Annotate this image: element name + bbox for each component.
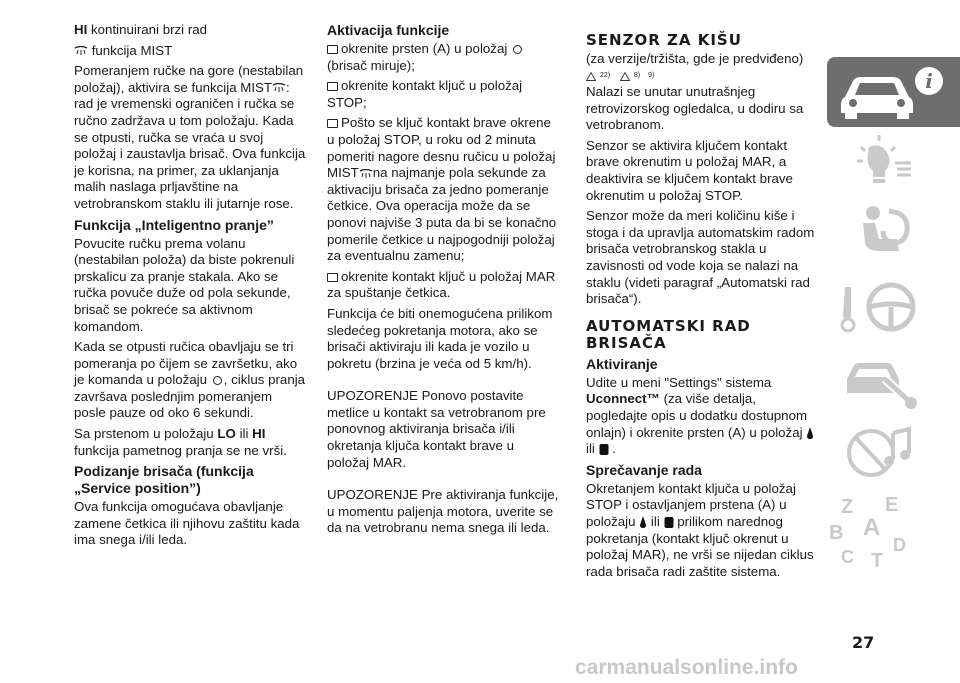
svg-text:i: i <box>925 69 933 93</box>
bullet-4 <box>327 269 559 302</box>
bullet-icon <box>327 45 338 54</box>
lo-text-a: Sa prstenom u položaju <box>74 426 218 442</box>
smart-wash-heading: Funkcija „Inteligentno pranje” <box>74 216 274 233</box>
bullet-icon <box>327 273 338 282</box>
lo-code: LO <box>217 426 236 442</box>
multimedia-icon <box>841 419 931 481</box>
uconnect-brand: Uconnect™ <box>586 391 660 407</box>
uconnect-text-b: (za više detalja, pogledajte opis u dodatku dostupnom onlajn) i okrenite prsten (A) u položaj <box>586 391 808 440</box>
bullet-1-text-b: (brisač miruje); <box>327 57 415 73</box>
mode-hi-line <box>74 22 306 39</box>
bullet-1-text-a: okrenite prsten (A) u položaj <box>341 41 511 56</box>
airbag-seat-icon <box>849 203 919 265</box>
activation-subheading: Aktiviranje <box>586 355 658 372</box>
service-position-heading: Podizanje brisača (funkcija „Service position”) <box>74 463 254 497</box>
prevention-text-c: prilikom narednog pokretanja (kontakt ključ okrenut u položaj MAR), ne vrši se nijedan ciklus rada brisača radi zaštite sistema. <box>586 513 814 579</box>
tab-index[interactable] <box>827 489 960 572</box>
mist-paragraph <box>74 63 306 212</box>
column-3 <box>586 22 818 584</box>
uconnect-text-d: . <box>608 441 616 457</box>
tab-starting-driving[interactable] <box>827 273 960 343</box>
prevention-paragraph <box>586 481 818 581</box>
bullet-3-text-a: Pošto se ključ kontakt brave okrene u položaj STOP, u roku od 2 minuta pomeriti nagore desnu ručicu u položaj MIST <box>327 115 556 181</box>
uconnect-paragraph <box>586 375 818 458</box>
prevention-text-a: Okretanjem kontakt ključa u položaj STOP i ostavljanjem prstena (A) u položaju <box>586 480 796 529</box>
rain-sensor-subtitle: (za verzije/tržišta, gde je predviđeno) <box>586 51 804 66</box>
car-info-icon <box>837 61 947 123</box>
car-wrench-icon <box>837 349 927 411</box>
index-letter-b: B <box>829 522 844 544</box>
tab-maintenance[interactable] <box>827 345 960 415</box>
index-letter-c: C <box>841 547 854 567</box>
tab-car-info[interactable] <box>827 57 960 127</box>
hi-code: HI <box>74 22 88 37</box>
prevention-text-b: ili <box>647 513 664 529</box>
rain-sensor-heading: SENZOR ZA KIŠU <box>586 31 742 49</box>
index-letter-z: Z <box>841 496 854 518</box>
warning-reference: 22) <box>600 72 611 80</box>
off-position-icon <box>513 45 522 54</box>
auto-wiper-heading: AUTOMATSKI RAD BRISAČA <box>586 316 751 352</box>
lo-text-b: funkcija pametnog pranja se ne vrši. <box>74 442 287 458</box>
uconnect-text-c: ili <box>586 441 599 457</box>
sensor-measure-paragraph: Senzor može da meri količinu kiše i stoga i da upravlja automatskim radom brisača vetrobranskog stakla u zavisnosti od vode koja se nalazi na staklu (videti paragraf „Automatski rad brisača“). <box>586 208 815 307</box>
bullet-4-text: okrenite kontakt ključ u položaj MAR za spuštanje četkica. <box>327 268 556 301</box>
sensor-activation-paragraph: Senzor se aktivira ključem kontakt brave okrenutim u položaj MAR, a deaktivira se ključem kontakt brave okrenutim u položaj STOP. <box>586 137 793 203</box>
index-letter-e: E <box>885 494 899 516</box>
mode-mist-line <box>74 43 306 60</box>
warning-lights-icon <box>849 133 919 195</box>
index-letter-a: A <box>863 514 881 541</box>
bullet-3 <box>327 115 559 264</box>
bullet-2-text: okrenite kontakt ključ u položaj STOP; <box>327 78 523 110</box>
watermark: carmanualsonline.info <box>575 656 798 679</box>
mist-wiper-icon <box>74 46 88 56</box>
smart-wash-paragraph-2 <box>74 339 306 422</box>
warning-paragraph-2: UPOZORENJE Pre aktiviranja funkcije, u momentu paljenja motora, uverite se da na vetrobranu nema snega ili leda. <box>327 487 559 536</box>
warning-triangle-icon <box>586 72 596 81</box>
caution-reference-1: 8) <box>633 72 641 80</box>
sensor-location-paragraph: Nalazi se unutar unutrašnjeg retrovizorskog ogledalca, u dodiru sa vetrobranom. <box>586 84 804 133</box>
caution-reference-2: 9) <box>648 72 655 80</box>
smart-wash-paragraph-1: Povucite ručku prema volanu (nestabilan položa) da biste pokrenuli prskalicu za pranje stakala. Ako se ručka povuče duže od pola sekunde, brisač se pokreće sa aktivnom komandom. <box>74 235 295 334</box>
auto-wiper-sensitivity-icon <box>664 516 674 529</box>
column-1 <box>74 22 306 553</box>
caution-triangle-icon <box>620 72 630 81</box>
bullet-icon <box>327 82 338 91</box>
hi-description: kontinuirani brzi rad <box>87 22 208 37</box>
mist-wiper-icon <box>359 169 373 179</box>
mist-text-b: : rad je vremenski ograničen i ručka se ručno zadržava u tom položaju. Kada se otpusti, ručka se vraća u svoj položaj i zaustavlja brisač. Ova funkcija je korisna, na primer, za uklanjanja malih naslaga prljavštine na vetrobranskom staklu ili jutarnje rose. <box>74 79 306 211</box>
index-letter-t: T <box>871 550 884 572</box>
chapter-sidebar <box>827 57 960 617</box>
bullet-3-text-b: na najmanje pola sekunde za aktivaciju brisača za jedno pomeranje četkice. Ova operacija može da se ponovi najviše 3 puta da bi se konačno pomerile četkice u najpogodniji položaj za eventualnu zamenu; <box>327 165 557 264</box>
index-letter-d: D <box>893 535 906 555</box>
activation-heading: Aktivacija funkcije <box>327 22 450 38</box>
bullet-1 <box>327 41 559 74</box>
reference-line <box>586 70 818 82</box>
mist-description: funkcija MIST <box>88 42 173 58</box>
smart-wash-paragraph-3 <box>74 426 306 459</box>
auto-wiper-sensitivity-icon <box>599 443 609 456</box>
smart-wash-text-b: , ciklus pranja završava poslednjim pomeranjem posle pauze od oko 6 sekundi. <box>74 372 306 421</box>
auto-wiper-icon <box>806 427 814 440</box>
warning-paragraph-1: UPOZORENJE Ponovo postavite metlice u kontakt sa vetrobranom pre ponovnog aktiviranja brisača i/ili okretanja ključa kontakt brave u položaj MAR. <box>327 388 546 470</box>
tab-safety[interactable] <box>827 201 960 271</box>
or-text: ili <box>235 426 253 442</box>
bullet-icon <box>327 119 338 128</box>
disable-paragraph: Funkcija će biti onemogućena prilikom sledećeg pokretanja motora, ako se brisači aktiviraju ili kada je vozilo u pokretu (brzina je veća od 5 km/h). <box>327 305 553 371</box>
smart-wash-text-a: Kada se otpusti ručica obavljaju se tri pomeranja po čijem se završetku, ako je komanda u položaju <box>74 339 298 388</box>
steering-wheel-key-icon <box>837 277 927 339</box>
page-number: 27 <box>852 633 875 652</box>
column-2 <box>327 22 559 541</box>
mist-wiper-icon <box>272 83 286 93</box>
service-position-paragraph: Ova funkcija omogućava obavljanje zamene četkica ili njihovu zaštitu kada ima snega i/ili leda. <box>74 499 300 548</box>
tab-multimedia[interactable] <box>827 417 960 487</box>
hi-code-2: HI <box>252 426 266 442</box>
off-position-icon <box>213 376 222 385</box>
prevention-heading: Sprečavanje rada <box>586 461 702 478</box>
bullet-2 <box>327 78 559 111</box>
uconnect-text-a: Udite u meni "Settings" sistema <box>586 374 772 390</box>
mist-text-a: Pomeranjem ručke na gore (nestabilan položaj), aktivira se funkcija MIST <box>74 63 304 95</box>
index-letters-icon <box>827 489 927 589</box>
tab-warning-lights[interactable] <box>827 129 960 199</box>
